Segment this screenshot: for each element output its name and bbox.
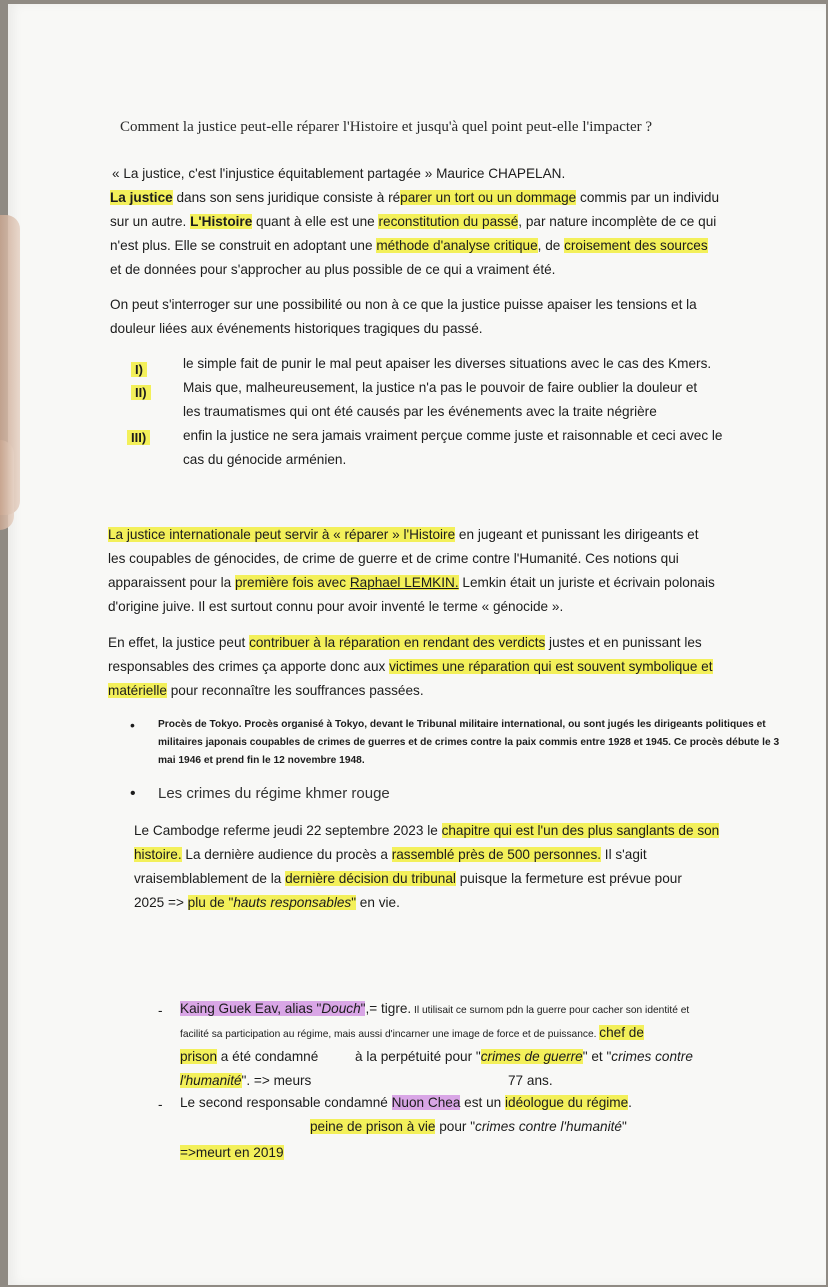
part2-line-3	[108, 682, 424, 700]
part1-line-4: d'origine juive. Il est surtout connu pour avoir inventé le terme « génocide ».	[108, 599, 564, 614]
intro-line-3	[110, 213, 716, 231]
highlight: peine de prison à vie	[310, 1119, 436, 1134]
tokyo-bullet: •	[130, 717, 135, 733]
highlight-purple	[180, 1001, 365, 1016]
highlight: reconstitution du passé	[378, 214, 519, 229]
highlight: rassemblé près de 500 personnes.	[391, 847, 602, 862]
text-italic: crimes contre	[611, 1049, 693, 1064]
text: justes et en punissant les	[545, 635, 702, 650]
name-nuon-chea: Nuon Chea	[391, 1095, 461, 1110]
highlight: croisement des sources	[564, 238, 708, 253]
douch-line-3b	[355, 1048, 693, 1066]
khmer-line-2	[134, 846, 647, 864]
text: vraisemblablement de la	[134, 871, 286, 886]
text: en vie.	[356, 895, 400, 910]
text-small: Il utilisait ce surnom pdn la guerre pour cacher son identité et	[411, 1005, 690, 1016]
text: est un	[460, 1095, 505, 1110]
text: Le Cambodge referme jeudi 22 septembre 2023 le	[134, 823, 442, 838]
question-line-1: On peut s'interroger sur une possibilité ou non à ce que la justice puisse apaiser les tensions et la	[110, 297, 697, 312]
question-line-2: douleur liées aux événements historiques tragiques du passé.	[110, 321, 483, 336]
nuon-line-2	[310, 1118, 627, 1136]
plan-number-3: III)	[127, 430, 150, 445]
text: ,= tigre.	[365, 1001, 412, 1016]
text: pour "	[435, 1119, 476, 1134]
plan-number-2: II)	[131, 385, 151, 400]
highlight: chapitre qui est l'un des plus sanglants de son	[441, 823, 720, 838]
text: Le second responsable condamné	[180, 1095, 392, 1110]
douch-line-4a	[180, 1072, 311, 1090]
text: sur un autre.	[110, 214, 191, 229]
khmer-bullet: •	[130, 785, 136, 802]
highlight: méthode d'analyse critique	[376, 238, 538, 253]
intro-line-4	[110, 237, 708, 255]
khmer-line-1	[134, 822, 719, 840]
highlight: idéologue du régime	[504, 1095, 629, 1110]
text-small: facilité sa participation au régime, mais aussi d'incarner une image de force et de puissance.	[180, 1029, 600, 1040]
highlight: l'humanité	[180, 1073, 242, 1088]
text: Il s'agit	[601, 847, 647, 862]
highlight: matérielle	[108, 683, 167, 698]
tokyo-line-2: militaires japonais coupables de crimes de guerres et de crimes contre la paix commis entre 1928 et 1945. Ce procès débute le 3	[158, 737, 780, 748]
term-la-justice: La justice	[110, 190, 173, 205]
term-histoire: L'Histoire	[190, 214, 253, 229]
text: "	[360, 1001, 366, 1016]
highlight: victimes une réparation qui est souvent symbolique et	[389, 659, 713, 674]
part1-line-2: les coupables de génocides, de crime de guerre et de crime contre l'Humanité. Ces notions qui	[108, 551, 679, 566]
part2-line-2	[108, 658, 713, 676]
highlight: crimes de guerre	[480, 1049, 583, 1064]
nuon-line-3	[180, 1144, 284, 1162]
text: , de	[537, 238, 565, 253]
name-lemkin: Raphael LEMKIN.	[349, 575, 459, 590]
part2-line-1	[108, 634, 702, 652]
highlight: contribuer à la réparation en rendant des verdicts	[249, 635, 546, 650]
plan-point-3b: cas du génocide arménien.	[183, 452, 347, 467]
alias-douch: Douch	[321, 1001, 361, 1016]
highlight: parer un tort ou un dommage	[400, 190, 577, 205]
part1-line-1	[108, 526, 699, 544]
highlight: prison	[180, 1049, 218, 1064]
khmer-line-3	[134, 870, 682, 888]
text: Kaing Guek Eav, alias "	[180, 1001, 322, 1016]
douch-line-1	[180, 1000, 689, 1020]
text: dans son sens juridique consiste à ré	[172, 190, 401, 205]
khmer-heading: Les crimes du régime khmer rouge	[158, 785, 390, 802]
text: plu de "	[187, 895, 234, 910]
text: responsables des crimes ça apporte donc aux	[108, 659, 390, 674]
text: En effet, la justice peut	[108, 635, 250, 650]
highlight: première fois avec	[234, 575, 350, 590]
text: "	[351, 895, 357, 910]
plan-point-1: le simple fait de punir le mal peut apaiser les diverses situations avec le cas des Kmers.	[183, 356, 712, 371]
text: Lemkin était un juriste et écrivain polonais	[458, 575, 715, 590]
text: ". => meurs	[241, 1073, 312, 1088]
tokyo-line-1: Procès de Tokyo. Procès organisé à Tokyo, devant le Tribunal militaire international, ou sont jugés les dirigeants politiques et	[158, 719, 766, 730]
text: commis par un individu	[576, 190, 720, 205]
intro-line-2	[110, 189, 719, 207]
douch-line-3a	[180, 1048, 318, 1066]
plan-number-1: I)	[131, 362, 147, 377]
text: La dernière audience du procès a	[181, 847, 392, 862]
text: 2025 =>	[134, 895, 188, 910]
highlight: chef de	[599, 1025, 644, 1040]
text: apparaissent pour la	[108, 575, 235, 590]
text: quant à elle est une	[252, 214, 379, 229]
douch-line-4b: 77 ans.	[508, 1073, 553, 1088]
tokyo-line-3: mai 1946 et prend fin le 12 novembre 1948.	[158, 755, 365, 766]
text: puisque la fermeture est prévue pour	[455, 871, 682, 886]
text-italic: hauts responsables	[233, 895, 352, 910]
text: n'est plus. Elle se construit en adoptant une	[110, 238, 377, 253]
text: .	[628, 1095, 632, 1110]
text-italic: crimes contre l'humanité	[475, 1119, 622, 1134]
highlight: =>meurt en 2019	[180, 1145, 284, 1160]
highlight: La justice internationale peut servir à « réparer » l'Histoire	[108, 527, 456, 542]
text: "	[621, 1119, 627, 1134]
nuon-dash: -	[158, 1097, 163, 1112]
intro-quote: « La justice, c'est l'injustice équitablement partagée » Maurice CHAPELAN.	[112, 166, 566, 181]
highlight	[188, 895, 356, 910]
text: , par nature incomplète de ce qui	[518, 214, 717, 229]
document-title: Comment la justice peut-elle réparer l'Histoire et jusqu'à quel point peut-elle l'impacter ?	[120, 119, 653, 135]
text: en jugeant et punissant les dirigeants et	[455, 527, 699, 542]
intro-line-5: et de données pour s'approcher au plus possible de ce qui a vraiment été.	[110, 262, 556, 277]
text: pour reconnaître les souffrances passées.	[166, 683, 424, 698]
part1-line-3	[108, 574, 715, 592]
highlight: dernière décision du tribunal	[285, 871, 456, 886]
finger-shadow-lower	[0, 440, 14, 530]
douch-line-2	[180, 1024, 644, 1044]
khmer-line-4	[134, 894, 400, 912]
text: " et "	[582, 1049, 612, 1064]
text: à la perpétuité pour "	[355, 1049, 481, 1064]
plan-point-2a: Mais que, malheureusement, la justice n'a pas le pouvoir de faire oublier la douleur et	[183, 380, 698, 395]
text: a été condamné	[217, 1049, 319, 1064]
nuon-line-1	[180, 1094, 632, 1112]
douch-dash: -	[158, 1003, 163, 1018]
highlight: histoire.	[134, 847, 182, 862]
plan-point-2b: les traumatismes qui ont été causés par les événements avec la traite négrière	[183, 404, 657, 419]
plan-point-3a: enfin la justice ne sera jamais vraiment perçue comme juste et raisonnable et ceci avec le	[183, 428, 723, 443]
